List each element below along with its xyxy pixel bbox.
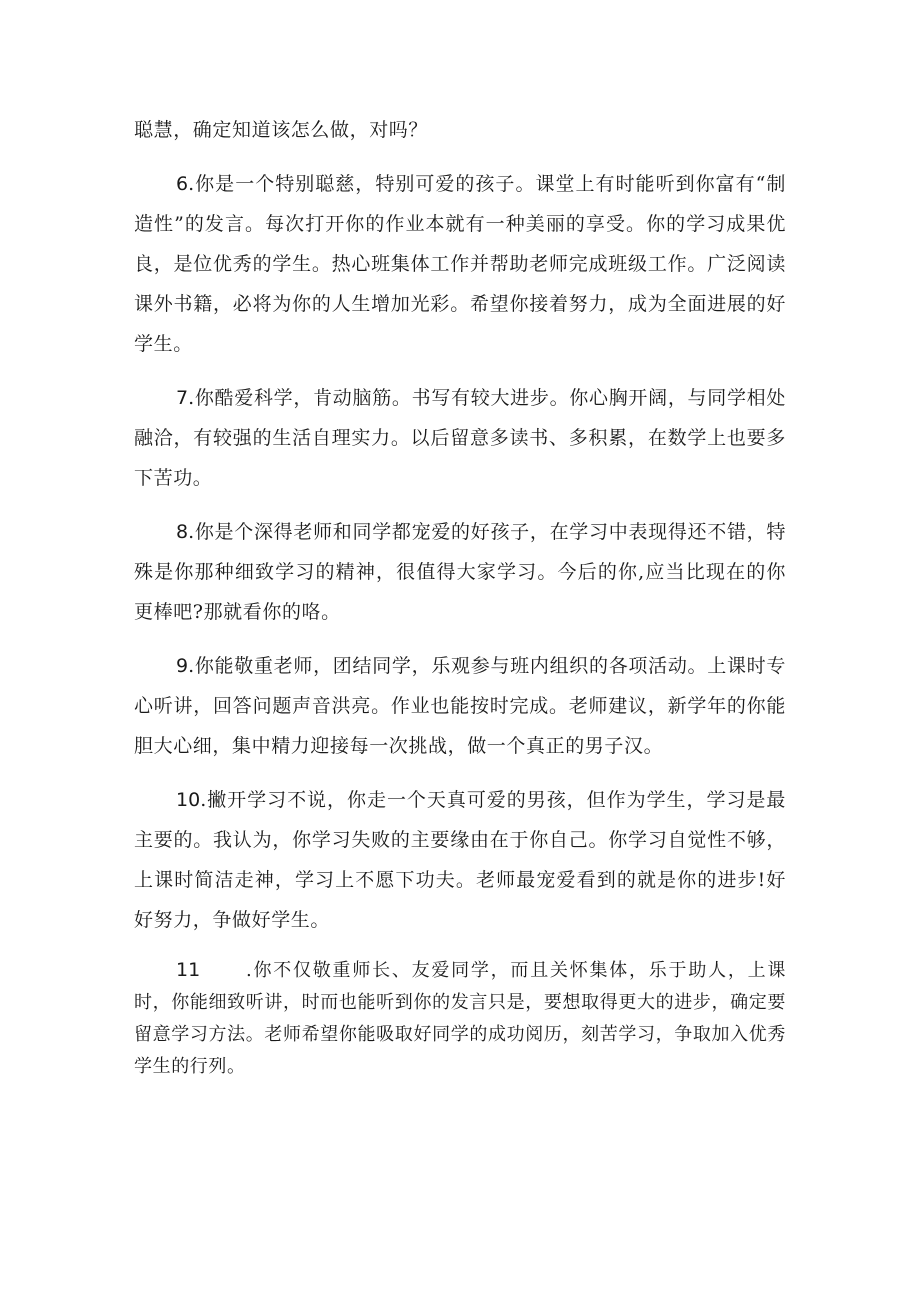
paragraph-text: .你是个深得老师和同学都宠爱的好孩子，在学习中表现得还不错，特殊是你那种细致学习的精神，很值得大家学习。今后的你,应当比现在的你更棒吧?那就看你的咯。 bbox=[134, 521, 786, 623]
paragraph-text: 聪慧，确定知道该怎么做，对吗？ bbox=[134, 119, 429, 141]
paragraph-10 bbox=[134, 780, 786, 940]
paragraph-number: 9 bbox=[176, 655, 189, 677]
document-body bbox=[134, 110, 786, 1097]
paragraph-8 bbox=[134, 512, 786, 632]
paragraph-text: .你不仅敬重师长、友爱同学，而且关怀集体，乐于助人，上课时，你能细致听讲，时而也能听到你的发言只是，要想取得更大的进步，确定要留意学习方法。老师希望你能吸取好同学的成功阅历，刻苦学习，争取加入优秀学生的行列。 bbox=[134, 960, 786, 1077]
paragraph-5-continuation bbox=[134, 110, 786, 150]
paragraph-7 bbox=[134, 378, 786, 498]
paragraph-6 bbox=[134, 164, 786, 364]
paragraph-number: 8 bbox=[176, 521, 189, 543]
paragraph-text: .你能敬重老师，团结同学，乐观参与班内组织的各项活动。上课时专心听讲，回答问题声音洪亮。作业也能按时完成。老师建议，新学年的你能胆大心细，集中精力迎接每一次挑战，做一个真正的男子汉。 bbox=[134, 655, 786, 757]
paragraph-11 bbox=[134, 954, 786, 1083]
paragraph-text: .撇开学习不说，你走一个天真可爱的男孩，但作为学生，学习是最主要的。我认为，你学习失败的主要缘由在于你自己。你学习自觉性不够，上课时简洁走神，学习上不愿下功夫。老师最宠爱看到的就是你的进步!好好努力，争做好学生。 bbox=[134, 789, 786, 931]
paragraph-number: 11 bbox=[176, 959, 201, 981]
paragraph-number: 7 bbox=[176, 387, 189, 409]
paragraph-number: 6 bbox=[176, 173, 189, 195]
paragraph-text: .你是一个特别聪慈，特别可爱的孩子。课堂上有时能听到你富有“制造性”的发言。每次打开你的作业本就有一种美丽的享受。你的学习成果优良，是位优秀的学生。热心班集体工作并帮助老师完成班级工作。广泛阅读课外书籍，必将为你的人生增加光彩。希望你接着努力，成为全面进展的好学生。 bbox=[134, 173, 786, 355]
paragraph-9 bbox=[134, 646, 786, 766]
paragraph-text: .你酷爱科学，肯动脑筋。书写有较大进步。你心胸开阔，与同学相处融洽，有较强的生活自理实力。以后留意多读书、多积累，在数学上也要多下苦功。 bbox=[134, 387, 786, 489]
paragraph-number: 10 bbox=[176, 789, 201, 811]
